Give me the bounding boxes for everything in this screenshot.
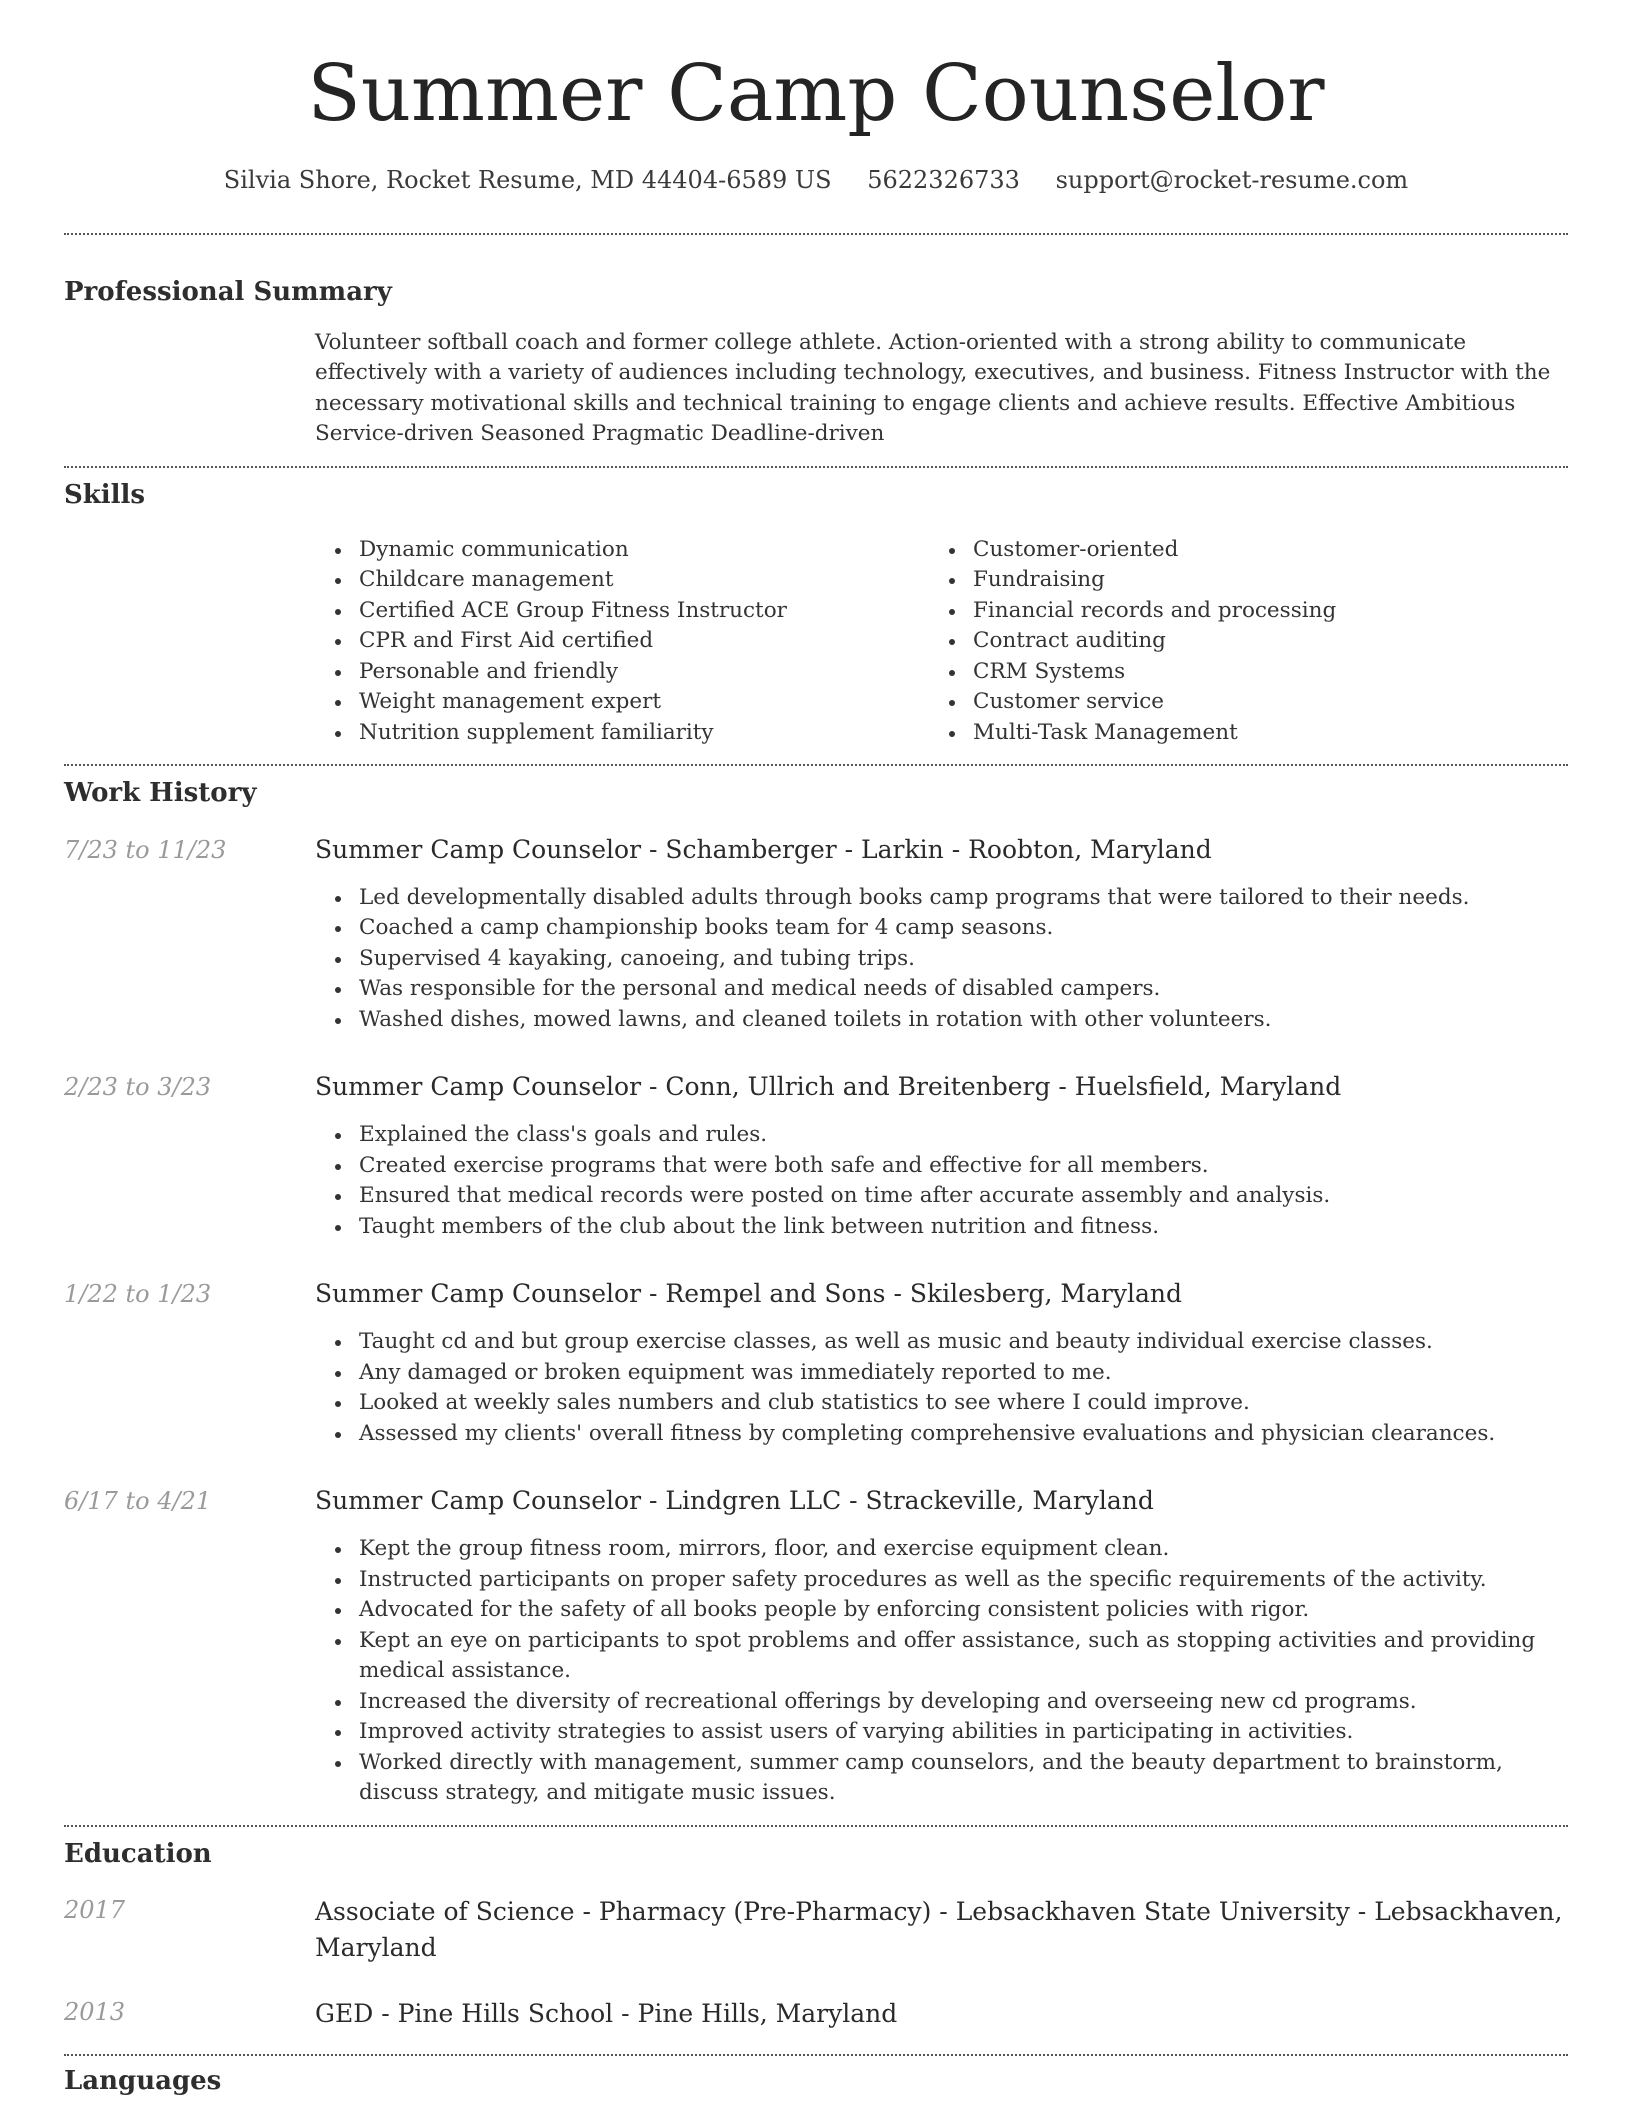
skill-item: Childcare management [315, 565, 929, 596]
summary-text: Volunteer softball coach and former college athlete. Action-oriented with a strong ability to communicate effectively with a variety of audiences including technology, executives, and business. Fitness Instructor with the necessary motivational skills and technical training to engage clients and achieve results. Effective Ambitious Service-driven Seasoned Pragmatic Deadline-driven [315, 329, 1551, 447]
job-bullet: Created exercise programs that were both safe and effective for all members. [315, 1151, 1568, 1182]
education-heading: Education [64, 1838, 212, 1869]
job-heading [315, 1485, 1568, 1517]
job-heading [315, 834, 1568, 866]
skill-item: Contract auditing [929, 626, 1543, 657]
job-bullet: Supervised 4 kayaking, canoeing, and tubing trips. [315, 944, 1568, 975]
job-bullet: Taught cd and but group exercise classes, as well as music and beauty individual exercise classes. [315, 1327, 1568, 1358]
education-entry [64, 1894, 1568, 1966]
job-employer: - Lindgren LLC - Strackeville, Maryland [641, 1486, 1154, 1516]
skills-column-right [929, 535, 1543, 749]
skill-item: Weight management expert [315, 687, 929, 718]
contact-phone: 5622326733 [867, 165, 1020, 194]
education-entry [64, 1996, 1568, 2032]
skills-list [315, 535, 1568, 749]
job-bullet: Increased the diversity of recreational offerings by developing and overseeing new cd programs. [315, 1687, 1568, 1718]
work-history-heading: Work History [64, 778, 257, 809]
job-title: Summer Camp Counselor [315, 834, 642, 864]
education-text: Associate of Science - Pharmacy (Pre-Pharmacy) - Lebsackhaven State University - Lebsackhaven, Maryland [315, 1896, 1563, 1962]
skill-item: Personable and friendly [315, 657, 929, 688]
job-employer: - Rempel and Sons - Skilesberg, Maryland [641, 1279, 1182, 1309]
job-bullet: Assessed my clients' overall fitness by completing comprehensive evaluations and physician clearances. [315, 1419, 1568, 1450]
job-bullets [315, 883, 1568, 1036]
divider [64, 233, 1568, 235]
skill-item: Multi-Task Management [929, 718, 1543, 749]
skills-column-left [315, 535, 929, 749]
job-date: 7/23 to 11/23 [64, 835, 227, 864]
divider [64, 466, 1568, 468]
skill-item: Customer-oriented [929, 535, 1543, 566]
job-bullet: Washed dishes, mowed lawns, and cleaned toilets in rotation with other volunteers. [315, 1005, 1568, 1036]
work-history-section [64, 778, 1568, 1808]
job-bullets [315, 1120, 1568, 1242]
education-date: 2017 [64, 1895, 126, 1924]
job-date: 2/23 to 3/23 [64, 1073, 212, 1102]
skill-item: Certified ACE Group Fitness Instructor [315, 596, 929, 627]
divider [64, 2054, 1568, 2056]
job-bullet: Worked directly with management, summer camp counselors, and the beauty department to brainstorm, discuss strategy, and mitigate music issues. [315, 1748, 1568, 1809]
skill-item: Fundraising [929, 565, 1543, 596]
job-title: Summer Camp Counselor [315, 1279, 642, 1309]
languages-heading: Languages [64, 2065, 222, 2096]
languages-section [64, 2066, 1568, 2097]
skill-item: CRM Systems [929, 657, 1543, 688]
contact-address: Silvia Shore, Rocket Resume, MD 44404-6589 US [223, 165, 832, 194]
job-bullet: Improved activity strategies to assist users of varying abilities in participating in activities. [315, 1717, 1568, 1748]
job-entry [64, 1071, 1568, 1242]
job-bullets [315, 1327, 1568, 1449]
job-heading [315, 1071, 1568, 1103]
job-entry [64, 1485, 1568, 1809]
skill-item: Nutrition supplement familiarity [315, 718, 929, 749]
resume-title: Summer Camp Counselor [307, 49, 1325, 139]
job-employer: - Conn, Ullrich and Breitenberg - Huelsfield, Maryland [641, 1072, 1342, 1102]
contact-email: support@rocket-resume.com [1055, 165, 1409, 194]
job-employer: - Schamberger - Larkin - Roobton, Maryland [641, 834, 1212, 864]
education-section [64, 1839, 1568, 2032]
job-bullet: Advocated for the safety of all books people by enforcing consistent policies with rigor. [315, 1595, 1568, 1626]
job-bullet: Instructed participants on proper safety procedures as well as the specific requirements of the activity. [315, 1565, 1568, 1596]
skill-item: Customer service [929, 687, 1543, 718]
job-bullet: Kept the group fitness room, mirrors, floor, and exercise equipment clean. [315, 1534, 1568, 1565]
contact-line [64, 166, 1568, 195]
job-bullet: Looked at weekly sales numbers and club statistics to see where I could improve. [315, 1388, 1568, 1419]
divider [64, 1825, 1568, 1827]
job-bullet: Any damaged or broken equipment was immediately reported to me. [315, 1358, 1568, 1389]
skills-heading: Skills [64, 479, 146, 510]
summary-section [64, 277, 1568, 450]
job-entry [64, 834, 1568, 1036]
job-bullet: Kept an eye on participants to spot problems and offer assistance, such as stopping activities and providing medical assistance. [315, 1626, 1568, 1687]
job-title: Summer Camp Counselor [315, 1486, 642, 1516]
job-bullet: Ensured that medical records were posted on time after accurate assembly and analysis. [315, 1181, 1568, 1212]
job-heading [315, 1278, 1568, 1310]
job-bullet: Was responsible for the personal and medical needs of disabled campers. [315, 974, 1568, 1005]
skill-item: Financial records and processing [929, 596, 1543, 627]
job-bullets [315, 1534, 1568, 1809]
education-text: GED - Pine Hills School - Pine Hills, Maryland [315, 1998, 898, 2028]
skill-item: Dynamic communication [315, 535, 929, 566]
education-date: 2013 [64, 1997, 126, 2026]
summary-heading: Professional Summary [64, 276, 392, 307]
job-date: 6/17 to 4/21 [64, 1487, 212, 1516]
job-date: 1/22 to 1/23 [64, 1280, 212, 1309]
job-entry [64, 1278, 1568, 1449]
job-title: Summer Camp Counselor [315, 1072, 642, 1102]
divider [64, 764, 1568, 766]
skills-section [64, 480, 1568, 749]
job-bullet: Coached a camp championship books team for 4 camp seasons. [315, 913, 1568, 944]
skill-item: CPR and First Aid certified [315, 626, 929, 657]
job-bullet: Led developmentally disabled adults through books camp programs that were tailored to their needs. [315, 883, 1568, 914]
job-bullet: Explained the class's goals and rules. [315, 1120, 1568, 1151]
job-bullet: Taught members of the club about the link between nutrition and fitness. [315, 1212, 1568, 1243]
resume-page [64, 0, 1568, 2097]
